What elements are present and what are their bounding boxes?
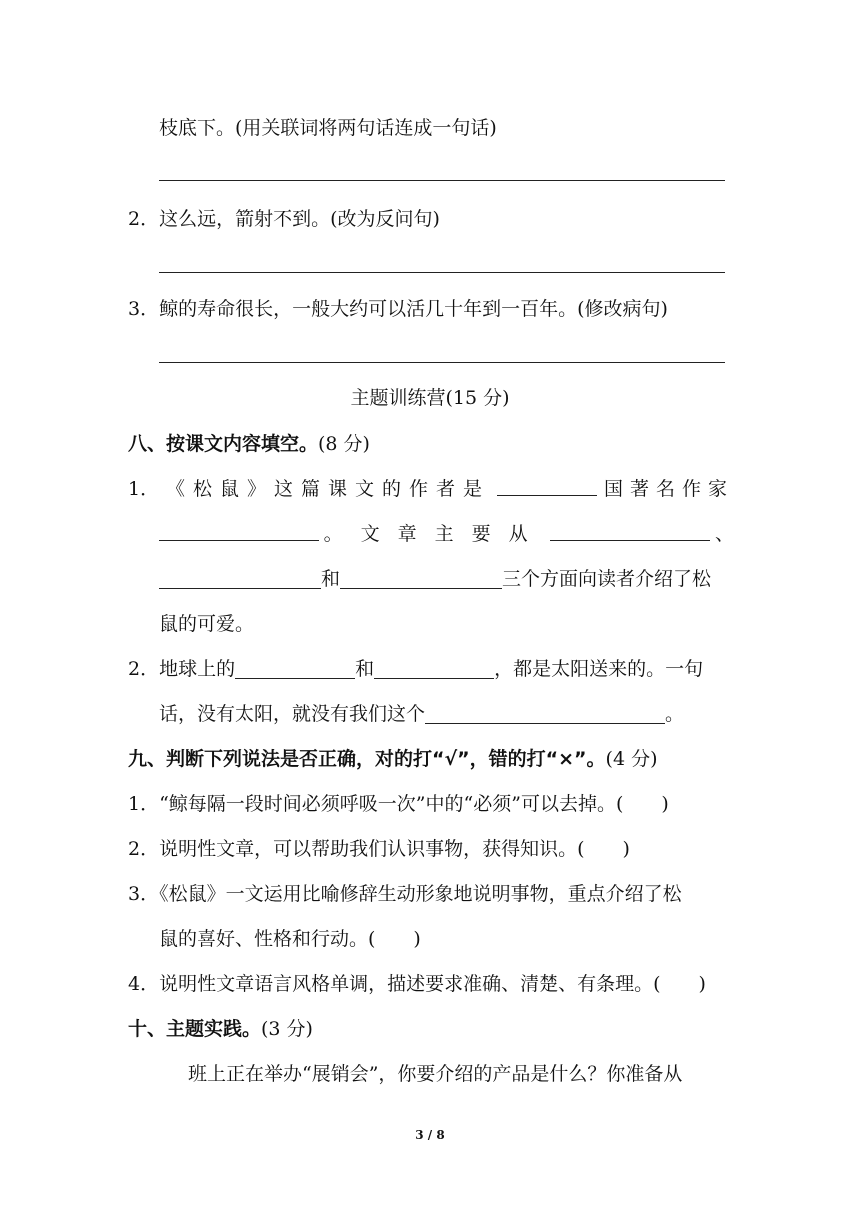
item-text: 这么远，箭射不到。(改为反问句) — [159, 208, 440, 230]
fill-blank[interactable] — [340, 570, 502, 589]
fill-blank[interactable] — [235, 660, 355, 679]
q8-2-line1 — [128, 657, 703, 681]
score: (3 分) — [261, 1018, 313, 1040]
item-number: 3． — [128, 298, 160, 320]
section-heading: 九、判断下列说法是否正确，对的打“√”，错的打“×”。 — [128, 748, 606, 770]
q9-3 — [128, 882, 682, 906]
q7-2 — [128, 207, 440, 231]
item-text: 《松鼠》一文运用比喻修辞生动形象地说明事物，重点介绍了松 — [159, 883, 682, 905]
section-title: 主题训练营(15 分) — [350, 387, 510, 409]
q8-1-line2 — [159, 522, 734, 546]
item-text: “鲸每隔一段时间必须呼吸一次”中的“必须”可以去掉。( ) — [159, 793, 669, 815]
item-text: 鲸的寿命很长，一般大约可以活几十年到一百年。(修改病句) — [159, 298, 668, 320]
q8-2-line2 — [159, 702, 684, 726]
fill-blank[interactable] — [159, 570, 321, 589]
item-text: 三个方面向读者介绍了松 — [502, 568, 712, 590]
answer-line[interactable] — [159, 272, 725, 273]
item-text: 国著名作家 — [603, 478, 734, 500]
fill-blank[interactable] — [159, 522, 319, 541]
item-text: 话，没有太阳，就没有我们这个 — [159, 703, 426, 725]
item-number: 3． — [128, 883, 160, 905]
item-text: 和 — [355, 658, 375, 680]
item-text: ，都是太阳送来的。一句 — [494, 658, 704, 680]
q8-1-line1 — [128, 477, 734, 501]
fill-blank[interactable] — [550, 522, 710, 541]
fill-blank[interactable] — [497, 477, 597, 496]
s10-paragraph: 班上正在举办“展销会”，你要介绍的产品是什么？你准备从 — [188, 1063, 683, 1085]
item-number: 4． — [128, 973, 160, 995]
item-number: 2． — [128, 658, 160, 680]
q9-2 — [128, 837, 630, 861]
s8-heading-row — [128, 432, 370, 456]
item-text: 说明性文章，可以帮助我们认识事物，获得知识。( ) — [159, 838, 630, 860]
answer-line[interactable] — [159, 180, 725, 181]
s10-heading-row — [128, 1017, 313, 1041]
fill-blank[interactable] — [425, 705, 665, 724]
score: (8 分) — [318, 433, 370, 455]
q7-1-tail: 枝底下。(用关联词将两句话连成一句话) — [159, 117, 497, 139]
item-text: 。 — [665, 703, 685, 725]
section-heading: 十、主题实践。 — [128, 1018, 262, 1040]
page-number: 3 / 8 — [415, 1128, 445, 1142]
q9-4 — [128, 972, 706, 996]
item-text: 和 — [321, 568, 341, 590]
section-heading: 八、按课文内容填空。 — [128, 433, 319, 455]
item-text: 说明性文章语言风格单调，描述要求准确、清楚、有条理。( ) — [159, 973, 706, 995]
item-text: 。文章主要从 — [323, 523, 546, 545]
item-number: 2． — [128, 838, 160, 860]
item-number: 1． — [128, 478, 160, 500]
answer-line[interactable] — [159, 362, 725, 363]
q9-3-cont: 鼠的喜好、性格和行动。( ) — [159, 928, 421, 950]
item-text: 、 — [714, 523, 734, 545]
fill-blank[interactable] — [374, 660, 494, 679]
q7-3 — [128, 297, 668, 321]
score: (4 分) — [605, 748, 658, 770]
item-number: 1． — [128, 793, 160, 815]
q8-1-line3 — [159, 567, 711, 591]
item-number: 2． — [128, 208, 160, 230]
s9-heading-row — [128, 747, 658, 771]
q9-1 — [128, 792, 669, 816]
item-text: 地球上的 — [159, 658, 236, 680]
q8-1-line4: 鼠的可爱。 — [159, 613, 255, 635]
item-text: 《松鼠》这篇课文的作者是 — [166, 478, 491, 500]
